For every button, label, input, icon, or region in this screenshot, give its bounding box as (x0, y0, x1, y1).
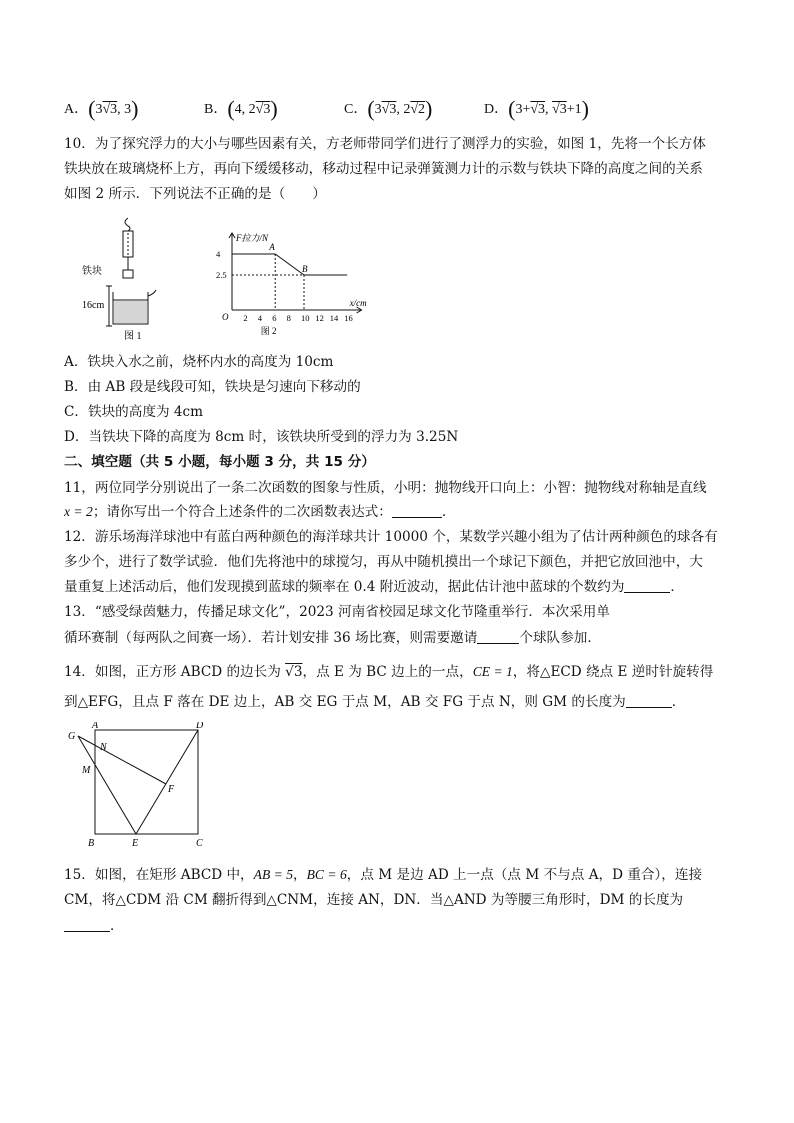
q15-line2: CM，将△CDM 沿 CM 翻折得到△CNM，连接 AN，DN．当△AND 为等腰三角形时，DM 的长度为 (64, 892, 684, 908)
q11-line2: x = 2；请你写出一个符合上述条件的二次函数表达式： ． (64, 504, 456, 520)
fig1-block-label: 铁块 (82, 266, 102, 277)
q9-option-c: C．(3√3, 2√2) (344, 96, 433, 121)
fig1-caption: 图 1 (124, 331, 142, 342)
q9-option-d: D．(3+√3, √3+1) (484, 96, 589, 121)
q14-label-e: E (132, 838, 139, 849)
q10-figure-2-chart (210, 212, 410, 344)
q14-label-n: N (100, 742, 107, 753)
x-tick-label-6: 6 (272, 313, 277, 323)
q12-line3: 量重复上述活动后，他们发现摸到蓝球的频率在 0.4 附近波动，据此估计池中蓝球的个数约为 ． (64, 579, 685, 595)
q14-figure (64, 722, 214, 850)
y-tick-label-2.5: 2.5 (216, 270, 227, 280)
q9-option-a: A．(3√3, 3) (64, 96, 139, 121)
q14-line2: 到△EFG，且点 F 落在 DE 边上，AB 交 EG 于点 M，AB 交 FG 于点 N，则 GM 的长度为 ． (64, 694, 686, 710)
y-tick-label-4: 4 (216, 249, 221, 259)
q12-line2: 多少个，进行了数学试验．他们先将池中的球搅匀，再从中随机摸出一个球记下颜色，并把它放回池中，大 (64, 554, 703, 570)
q14-label-d: D (196, 722, 204, 731)
q13-line1: 13．“感受绿茵魅力，传播足球文化”，2023 河南省校园足球文化节隆重举行．本次采用单 (64, 604, 610, 620)
section-2-title: 二、填空题（共 5 小题，每小题 3 分，共 15 分） (64, 454, 375, 470)
q14-sqrt3: √3 (285, 664, 303, 680)
q10-line2: 铁块放在玻璃烧杯上方，再向下缓缓移动，移动过程中记录弹簧测力计的示数与铁块下降的高度之间的关系 (64, 161, 703, 177)
x-tick-label-10: 10 (301, 313, 310, 323)
q10-option-b: B．由 AB 段是线段可知，铁块是匀速向下移动的 (64, 379, 361, 395)
q14-label-g: G (68, 731, 76, 742)
hook-icon (125, 218, 130, 231)
point-a-label: A (269, 242, 275, 252)
q10-option-c: C．铁块的高度为 4cm (64, 404, 204, 420)
origin-label: O (222, 312, 229, 322)
q14-label-a: A (92, 722, 99, 731)
q15-answer-blank[interactable] (64, 917, 110, 932)
iron-block (123, 270, 133, 278)
x-tick-label-2: 2 (243, 313, 248, 323)
fig2-caption: 图 2 (260, 326, 277, 336)
fig1-height-label: 16cm (82, 300, 105, 311)
q10-option-d: D．当铁块下降的高度为 8cm 时，该铁块所受到的浮力为 3.25N (64, 429, 459, 445)
x-tick-label-16: 16 (344, 313, 353, 323)
point-b-label: B (302, 264, 308, 274)
y-axis-label: F拉力/N (236, 233, 269, 243)
x-tick-label-14: 14 (329, 313, 339, 323)
q10-line1: 10．为了探究浮力的大小与哪些因素有关，方老师带同学们进行了测浮力的实验，如图 1，先将一个长方体 (64, 136, 706, 152)
x-tick-label-8: 8 (286, 313, 291, 323)
segment-eg (78, 736, 136, 834)
q14-label-m: M (82, 765, 91, 776)
q11-line1: 11，两位同学分别说出了一条二次函数的图象与性质，小明：抛物线开口向上：小智：抛物线对称轴是直线 (64, 480, 707, 496)
q13-line2: 循环赛制（每两队之间赛一场）．若计划安排 36 场比赛，则需要邀请 个球队参加． (64, 630, 601, 646)
q11-axis-eq: x = 2 (64, 504, 93, 519)
q12-line1: 12．游乐场海洋球池中有蓝白两种颜色的海洋球共计 10000 个，某数学兴趣小组为了估计两种颜色的球各有 (64, 529, 718, 545)
q9-option-b: B．(4, 2√3) (204, 96, 278, 121)
x-tick-label-4: 4 (257, 313, 263, 323)
q15-line3: ． (64, 917, 124, 935)
q11-answer-blank[interactable] (392, 503, 442, 518)
q15-line1: 15．如图，在矩形 ABCD 中，AB = 5，BC = 6，点 M 是边 AD 上一点（点 M 不与点 A，D 重合），连接 (64, 867, 703, 883)
q12-answer-blank[interactable] (624, 578, 670, 593)
q14-label-c: C (196, 838, 203, 849)
q14-label-f: F (168, 784, 175, 795)
segment-gf (78, 736, 166, 784)
q10-line3: 如图 2 所示．下列说法不正确的是（ ） (64, 186, 326, 202)
segment-de (136, 730, 198, 834)
q14-label-b: B (88, 838, 95, 849)
q10-figure-1 (80, 212, 170, 344)
q14-answer-blank[interactable] (626, 693, 672, 708)
force-series-line (232, 254, 347, 275)
q10-option-a: A．铁块入水之前，烧杯内水的高度为 10cm (64, 354, 334, 370)
square-abcd (95, 730, 198, 834)
x-axis-label: x/cm (349, 298, 367, 308)
x-tick-label-12: 12 (315, 313, 324, 323)
q13-answer-blank[interactable] (477, 629, 519, 644)
q14-line1: 14．如图，正方形 ABCD 的边长为 √3，点 E 为 BC 边上的一点，CE = 1，将△ECD 绕点 E 逆时针旋转得 (64, 664, 714, 680)
